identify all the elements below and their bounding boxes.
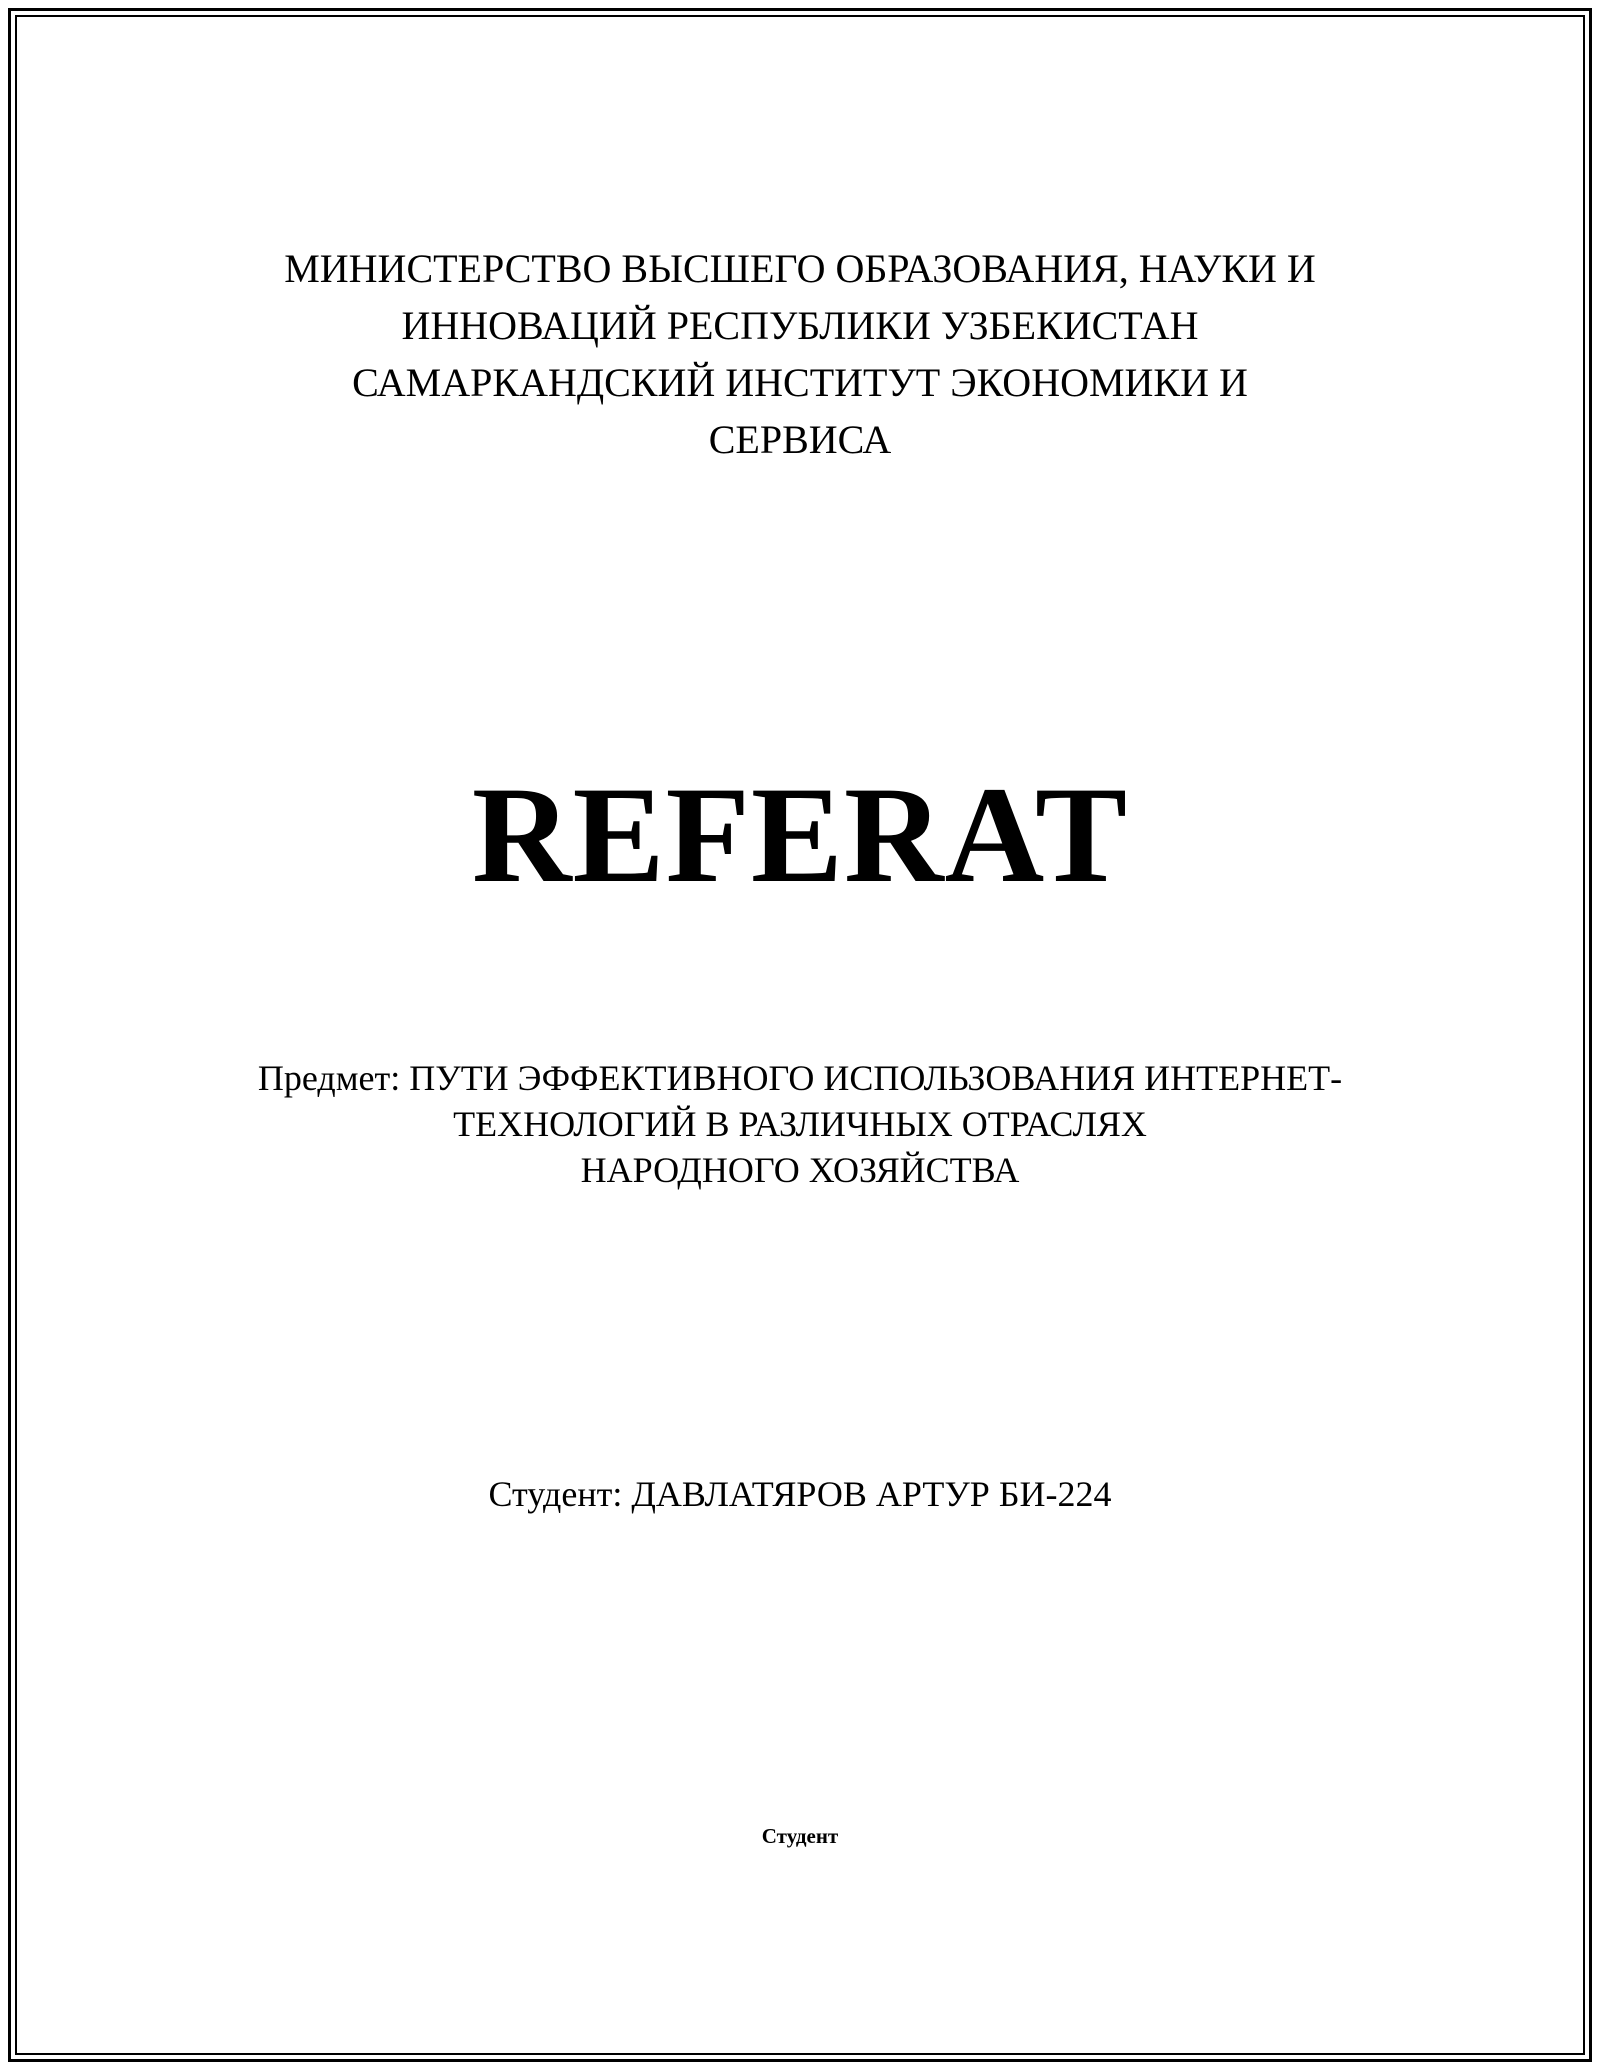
header-line-2: ИННОВАЦИЙ РЕСПУБЛИКИ УЗБЕКИСТАН	[401, 303, 1199, 348]
subject-line-3: НАРОДНОГО ХОЗЯЙСТВА	[580, 1150, 1020, 1190]
header-line-3: САМАРКАНДСКИЙ ИНСТИТУТ ЭКОНОМИКИ И	[352, 360, 1248, 405]
document-title: REFERAT	[471, 758, 1129, 911]
subject-line-2: ТЕХНОЛОГИЙ В РАЗЛИЧНЫХ ОТРАСЛЯХ	[453, 1104, 1147, 1144]
subject-line-1: Предмет: ПУТИ ЭФФЕКТИВНОГО ИСПОЛЬЗОВАНИЯ ИНТЕРНЕТ-	[257, 1058, 1343, 1098]
signature-label: Студент	[761, 1824, 839, 1848]
header-line-1: МИНИСТЕРСТВО ВЫСШЕГО ОБРАЗОВАНИЯ, НАУКИ И	[284, 246, 1316, 291]
ministry-header	[0, 240, 1600, 468]
student-info: Студент: ДАВЛАТЯРОВ АРТУР БИ-224	[488, 1474, 1112, 1514]
header-line-4: СЕРВИСА	[708, 417, 892, 462]
subject-block	[0, 1055, 1600, 1193]
